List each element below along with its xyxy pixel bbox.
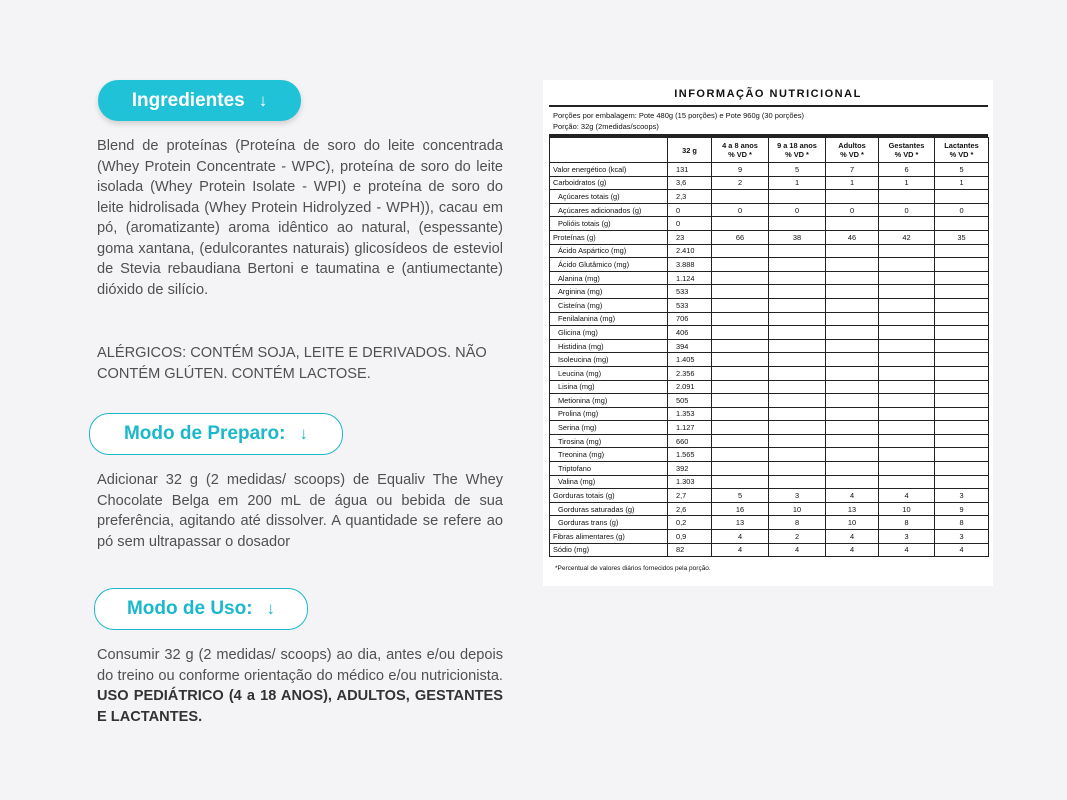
- nutrient-label: Fibras alimentares (g): [550, 530, 668, 544]
- nutrient-amount: 1.124: [668, 271, 712, 285]
- nutrient-dv: [769, 312, 826, 326]
- nutrient-dv: 4: [712, 543, 769, 557]
- uso-text: [97, 645, 503, 727]
- table-row: [550, 190, 989, 204]
- nutrient-dv: [712, 326, 769, 340]
- nutrient-label: Sódio (mg): [550, 543, 668, 557]
- nutrient-dv: 2: [769, 530, 826, 544]
- nutrition-title: INFORMAÇÃO NUTRICIONAL: [674, 88, 862, 100]
- nutrient-dv: [826, 326, 879, 340]
- nutrient-dv: [935, 217, 989, 231]
- nutrient-dv: [712, 421, 769, 435]
- table-row: [550, 421, 989, 435]
- nutrient-dv: 9: [712, 163, 769, 177]
- table-row: [550, 163, 989, 177]
- table-row: [550, 502, 989, 516]
- portion-size: Porção: 32g (2medidas/scoops): [553, 122, 659, 131]
- nutrient-dv: [826, 380, 879, 394]
- nutrient-dv: 8: [935, 516, 989, 530]
- nutrient-dv: 9: [935, 502, 989, 516]
- nutrient-dv: [712, 339, 769, 353]
- table-row: [550, 258, 989, 272]
- nutrient-label: Ácido Glutâmico (mg): [550, 258, 668, 272]
- nutrient-dv: 1: [769, 176, 826, 190]
- nutrient-dv: [935, 326, 989, 340]
- arrow-down-icon: ↓: [299, 424, 308, 443]
- nutrient-dv: 38: [769, 230, 826, 244]
- nutrient-amount: 131: [668, 163, 712, 177]
- nutrient-dv: 4: [826, 489, 879, 503]
- nutrient-dv: [826, 448, 879, 462]
- nutrient-label: Ácido Aspártico (mg): [550, 244, 668, 258]
- nutrient-label: Arginina (mg): [550, 285, 668, 299]
- nutrient-dv: [712, 366, 769, 380]
- nutrient-label: Serina (mg): [550, 421, 668, 435]
- nutrient-dv: [879, 421, 935, 435]
- table-row: [550, 489, 989, 503]
- nutrient-amount: 3,6: [668, 176, 712, 190]
- nutrient-amount: 2,7: [668, 489, 712, 503]
- nutrient-label: Polióis totais (g): [550, 217, 668, 231]
- nutrient-dv: [935, 475, 989, 489]
- nutrient-amount: 82: [668, 543, 712, 557]
- nutrient-label: Alanina (mg): [550, 271, 668, 285]
- ingredients-heading-label: Ingredientes: [131, 89, 245, 111]
- nutrient-amount: 1.303: [668, 475, 712, 489]
- nutrient-label: Gorduras trans (g): [550, 516, 668, 530]
- nutrient-label: Açúcares adicionados (g): [550, 203, 668, 217]
- nutrient-label: Lisina (mg): [550, 380, 668, 394]
- nutrient-dv: 4: [826, 530, 879, 544]
- nutrient-dv: [826, 475, 879, 489]
- nutrient-label: Prolina (mg): [550, 407, 668, 421]
- nutrient-dv: [879, 312, 935, 326]
- nutrient-amount: 394: [668, 339, 712, 353]
- arrow-down-icon: ↓: [266, 599, 276, 618]
- nutrient-dv: 0: [826, 203, 879, 217]
- nutrient-dv: [826, 339, 879, 353]
- nutrient-dv: [879, 475, 935, 489]
- nutrient-dv: [879, 244, 935, 258]
- table-row: [550, 543, 989, 557]
- nutrient-dv: [769, 448, 826, 462]
- nutrient-dv: [935, 353, 989, 367]
- nutrient-label: Triptofano: [550, 462, 668, 476]
- nutrient-dv: [712, 312, 769, 326]
- nutrient-amount: 3.888: [668, 258, 712, 272]
- nutrient-dv: 66: [712, 230, 769, 244]
- nutrient-dv: 35: [935, 230, 989, 244]
- nutrient-dv: [826, 434, 879, 448]
- nutrient-label: Cisteína (mg): [550, 298, 668, 312]
- nutrition-table: [549, 137, 989, 557]
- nutrient-dv: [826, 298, 879, 312]
- nutrition-footnote: *Percentual de valores diários fornecidos pela porção.: [555, 565, 711, 572]
- nutrient-dv: [935, 285, 989, 299]
- preparo-heading-label: Modo de Preparo:: [123, 423, 286, 444]
- nutrient-dv: [712, 353, 769, 367]
- table-row: [550, 312, 989, 326]
- table-row: [550, 353, 989, 367]
- nutrient-dv: 5: [935, 163, 989, 177]
- nutrient-dv: 6: [879, 163, 935, 177]
- nutrient-dv: [826, 462, 879, 476]
- nutrient-dv: 13: [826, 502, 879, 516]
- table-header-cell: 9 a 18 anos % VD *: [769, 138, 826, 163]
- nutrient-dv: [712, 407, 769, 421]
- nutrient-dv: [769, 326, 826, 340]
- nutrient-dv: [769, 271, 826, 285]
- nutrient-dv: 1: [879, 176, 935, 190]
- uso-text-bold: USO PEDIÁTRICO (4 a 18 ANOS), ADULTOS, GESTANTES E LACTANTES.: [97, 688, 503, 725]
- nutrient-dv: [769, 298, 826, 312]
- arrow-down-icon: ↓: [258, 90, 268, 110]
- nutrient-dv: 4: [826, 543, 879, 557]
- nutrient-dv: [935, 190, 989, 204]
- preparo-heading-button[interactable]: [89, 413, 343, 455]
- nutrient-amount: 406: [668, 326, 712, 340]
- table-header-cell: Lactantes % VD *: [935, 138, 989, 163]
- nutrient-dv: [769, 421, 826, 435]
- nutrient-dv: 42: [879, 230, 935, 244]
- nutrient-dv: [879, 285, 935, 299]
- ingredients-text: Blend de proteínas (Proteína de soro do leite concentrada (Whey Protein Concentrate - WPC), proteína de soro do leite isolada (Whey Protein Isolate - WPI) e proteína de soro do leite hidrolisada (Whey Protein Hidrolyzed - WPH)), cacau em pó, (aromatizante) aroma idêntico ao natural, (espessante) goma xantana, (edulcorantes naturais) glicosídeos de esteviol de Stevia rebaudiana Bertoni e taumatina e (antiumectante) dióxido de silício.: [97, 138, 503, 298]
- nutrient-label: Fenilalanina (mg): [550, 312, 668, 326]
- nutrient-dv: [826, 285, 879, 299]
- nutrient-dv: [712, 285, 769, 299]
- nutrient-dv: 8: [879, 516, 935, 530]
- nutrient-label: Carboidratos (g): [550, 176, 668, 190]
- nutrient-dv: 3: [879, 530, 935, 544]
- table-row: [550, 230, 989, 244]
- table-row: [550, 407, 989, 421]
- nutrient-label: Tirosina (mg): [550, 434, 668, 448]
- nutrient-dv: [712, 462, 769, 476]
- nutrient-amount: 2,3: [668, 190, 712, 204]
- nutrient-dv: [712, 448, 769, 462]
- nutrient-dv: [879, 258, 935, 272]
- nutrient-amount: 2.410: [668, 244, 712, 258]
- nutrient-dv: [826, 366, 879, 380]
- nutrient-dv: [769, 339, 826, 353]
- nutrient-dv: [879, 366, 935, 380]
- nutrient-amount: 1.565: [668, 448, 712, 462]
- nutrient-dv: 7: [826, 163, 879, 177]
- nutrient-label: Treonina (mg): [550, 448, 668, 462]
- nutrient-dv: [935, 407, 989, 421]
- nutrient-dv: [712, 298, 769, 312]
- nutrient-amount: 0: [668, 217, 712, 231]
- table-row: [550, 530, 989, 544]
- table-header-cell: [550, 138, 668, 163]
- table-row: [550, 203, 989, 217]
- nutrient-amount: 2,6: [668, 502, 712, 516]
- nutrient-dv: [826, 258, 879, 272]
- nutrient-dv: 13: [712, 516, 769, 530]
- nutrient-dv: [935, 271, 989, 285]
- nutrient-dv: [712, 217, 769, 231]
- nutrient-dv: 3: [935, 530, 989, 544]
- nutrient-dv: [769, 244, 826, 258]
- nutrient-dv: [769, 217, 826, 231]
- nutrient-amount: 2.091: [668, 380, 712, 394]
- nutrient-dv: [769, 434, 826, 448]
- nutrient-amount: 706: [668, 312, 712, 326]
- nutrient-label: Metionina (mg): [550, 394, 668, 408]
- nutrient-dv: 10: [879, 502, 935, 516]
- nutrient-amount: 0: [668, 203, 712, 217]
- allergens-text: ALÉRGICOS: CONTÉM SOJA, LEITE E DERIVADOS. NÃO CONTÉM GLÚTEN. CONTÉM LACTOSE.: [97, 345, 487, 382]
- nutrient-dv: 8: [769, 516, 826, 530]
- nutrient-amount: 533: [668, 285, 712, 299]
- nutrient-dv: [935, 339, 989, 353]
- nutrient-dv: [879, 353, 935, 367]
- table-row: [550, 326, 989, 340]
- nutrient-dv: [712, 475, 769, 489]
- nutrient-label: Histidina (mg): [550, 339, 668, 353]
- nutrient-dv: [879, 190, 935, 204]
- table-row: [550, 516, 989, 530]
- nutrient-dv: [826, 407, 879, 421]
- nutrient-dv: [769, 366, 826, 380]
- table-header-cell: Adultos % VD *: [826, 138, 879, 163]
- nutrient-label: Valina (mg): [550, 475, 668, 489]
- table-row: [550, 394, 989, 408]
- nutrient-dv: [826, 421, 879, 435]
- nutrient-dv: [712, 394, 769, 408]
- nutrient-dv: [826, 244, 879, 258]
- nutrition-facts-panel: [543, 80, 993, 586]
- nutrient-dv: [935, 298, 989, 312]
- table-row: [550, 366, 989, 380]
- nutrient-dv: 16: [712, 502, 769, 516]
- table-row: [550, 176, 989, 190]
- nutrient-dv: 0: [712, 203, 769, 217]
- nutrient-dv: 0: [935, 203, 989, 217]
- nutrient-dv: 4: [712, 530, 769, 544]
- nutrient-dv: 2: [712, 176, 769, 190]
- table-row: [550, 475, 989, 489]
- nutrient-dv: [826, 312, 879, 326]
- table-row: [550, 271, 989, 285]
- nutrient-label: Leucina (mg): [550, 366, 668, 380]
- nutrient-dv: [879, 298, 935, 312]
- table-row: [550, 285, 989, 299]
- nutrient-dv: [879, 217, 935, 231]
- nutrient-dv: [879, 339, 935, 353]
- nutrient-dv: 1: [826, 176, 879, 190]
- nutrient-dv: [712, 244, 769, 258]
- table-row: [550, 380, 989, 394]
- nutrient-dv: [712, 434, 769, 448]
- nutrient-dv: 3: [769, 489, 826, 503]
- nutrient-amount: 660: [668, 434, 712, 448]
- table-row: [550, 244, 989, 258]
- nutrient-dv: [879, 448, 935, 462]
- nutrient-dv: [769, 353, 826, 367]
- nutrient-amount: 0,9: [668, 530, 712, 544]
- nutrient-dv: [935, 394, 989, 408]
- nutrient-dv: 0: [769, 203, 826, 217]
- nutrient-label: Valor energético (kcal): [550, 163, 668, 177]
- nutrient-amount: 505: [668, 394, 712, 408]
- nutrient-dv: [879, 271, 935, 285]
- nutrient-dv: [935, 258, 989, 272]
- nutrient-dv: [826, 394, 879, 408]
- preparo-text: Adicionar 32 g (2 medidas/ scoops) de Equaliv The Whey Chocolate Belga em 200 mL de água ou bebida de sua preferência, agitando até dissolver. A quantidade se refere ao pó sem ultrapassar o dosador: [97, 472, 503, 550]
- nutrient-label: Glicina (mg): [550, 326, 668, 340]
- nutrient-label: Gorduras totais (g): [550, 489, 668, 503]
- nutrient-label: Gorduras saturadas (g): [550, 502, 668, 516]
- nutrient-dv: [935, 434, 989, 448]
- nutrient-label: Isoleucina (mg): [550, 353, 668, 367]
- nutrient-dv: [935, 462, 989, 476]
- nutrient-dv: [769, 475, 826, 489]
- nutrient-dv: [712, 190, 769, 204]
- nutrient-dv: 10: [769, 502, 826, 516]
- nutrient-dv: [879, 407, 935, 421]
- nutrient-dv: 4: [879, 543, 935, 557]
- nutrient-dv: 4: [769, 543, 826, 557]
- nutrient-dv: [712, 380, 769, 394]
- table-row: [550, 298, 989, 312]
- nutrient-dv: [712, 271, 769, 285]
- nutrient-dv: 46: [826, 230, 879, 244]
- nutrient-dv: 0: [879, 203, 935, 217]
- nutrient-dv: [879, 462, 935, 476]
- nutrient-dv: [879, 326, 935, 340]
- nutrient-dv: [879, 394, 935, 408]
- nutrient-dv: 5: [712, 489, 769, 503]
- nutrient-dv: 4: [935, 543, 989, 557]
- table-row: [550, 462, 989, 476]
- nutrient-amount: 1.127: [668, 421, 712, 435]
- uso-heading-button[interactable]: [94, 588, 308, 630]
- table-header-cell: 4 a 8 anos % VD *: [712, 138, 769, 163]
- nutrient-dv: [935, 380, 989, 394]
- nutrient-amount: 23: [668, 230, 712, 244]
- table-row: [550, 448, 989, 462]
- nutrient-dv: 3: [935, 489, 989, 503]
- table-header-cell: Gestantes % VD *: [879, 138, 935, 163]
- nutrient-dv: [826, 190, 879, 204]
- table-row: [550, 434, 989, 448]
- nutrient-dv: [769, 407, 826, 421]
- nutrient-amount: 2.356: [668, 366, 712, 380]
- nutrient-dv: [935, 448, 989, 462]
- nutrient-dv: [769, 380, 826, 394]
- nutrient-dv: [935, 366, 989, 380]
- nutrient-dv: [769, 394, 826, 408]
- nutrient-dv: [769, 258, 826, 272]
- nutrient-dv: 1: [935, 176, 989, 190]
- nutrient-label: Açúcares totais (g): [550, 190, 668, 204]
- table-row: [550, 339, 989, 353]
- uso-text-normal: Consumir 32 g (2 medidas/ scoops) ao dia, antes e/ou depois do treino ou conforme orientação do médico e/ou nutricionista.: [97, 647, 503, 684]
- uso-heading-label: Modo de Uso:: [126, 598, 253, 619]
- nutrient-amount: 0,2: [668, 516, 712, 530]
- table-row: [550, 217, 989, 231]
- nutrient-dv: [769, 285, 826, 299]
- divider: [549, 105, 988, 107]
- portions-per-package: Porções por embalagem: Pote 480g (15 porções) e Pote 960g (30 porções): [553, 111, 804, 120]
- nutrient-dv: [935, 421, 989, 435]
- table-header-cell: 32 g: [668, 138, 712, 163]
- nutrient-amount: 392: [668, 462, 712, 476]
- nutrient-amount: 533: [668, 298, 712, 312]
- nutrient-dv: [935, 244, 989, 258]
- nutrient-dv: [826, 271, 879, 285]
- nutrient-amount: 1.353: [668, 407, 712, 421]
- nutrient-dv: [826, 353, 879, 367]
- nutrient-dv: 4: [879, 489, 935, 503]
- nutrient-dv: [935, 312, 989, 326]
- nutrient-label: Proteínas (g): [550, 230, 668, 244]
- nutrient-dv: [879, 434, 935, 448]
- ingredients-heading-button[interactable]: [98, 80, 301, 121]
- nutrient-amount: 1.405: [668, 353, 712, 367]
- nutrient-dv: [879, 380, 935, 394]
- nutrient-dv: 5: [769, 163, 826, 177]
- nutrient-dv: 10: [826, 516, 879, 530]
- nutrient-dv: [712, 258, 769, 272]
- nutrient-dv: [769, 190, 826, 204]
- nutrient-dv: [769, 462, 826, 476]
- nutrient-dv: [826, 217, 879, 231]
